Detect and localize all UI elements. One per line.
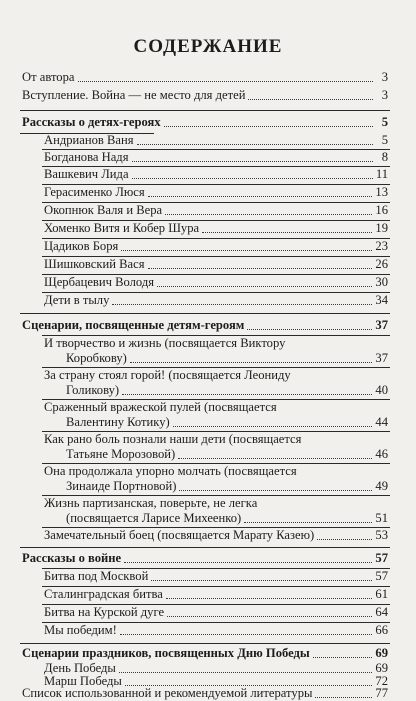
entry-title: Она продолжала упорно молчать (посвящается (44, 464, 297, 478)
dot-leader (78, 81, 374, 82)
page-number: 57 (375, 551, 388, 565)
toc-section (0, 551, 388, 566)
section-title: Сценарии праздников, посвященных Дню Победы (22, 646, 310, 660)
entry-title: От автора (22, 70, 75, 84)
page-number: 3 (381, 70, 388, 84)
entry-title: Как рано боль познали наши дети (посвящается (44, 432, 302, 446)
dot-leader (202, 232, 372, 233)
entry-title: Битва под Москвой (44, 569, 149, 583)
dot-leader (121, 250, 372, 251)
dot-leader (137, 144, 373, 145)
toc-entry (0, 528, 388, 543)
page-number: 53 (375, 528, 388, 542)
entry-title-cont: (посвящается Ларисе Михеенко) (66, 511, 242, 525)
entry-title: Замечательный боец (посвящается Марату Казею) (44, 528, 315, 542)
entry-title: Хоменко Витя и Кобер Шура (44, 221, 200, 235)
toc-section (0, 115, 388, 130)
dot-leader (112, 304, 372, 305)
entry-title: Сталинградская битва (44, 587, 163, 601)
page-number: 44 (375, 415, 388, 429)
entry-title: Жизнь партизанская, поверьте, не легка (44, 496, 258, 510)
entry-title-cont: Коробкову) (66, 351, 127, 365)
dot-leader (244, 522, 372, 523)
entry-title: Дети в тылу (44, 293, 110, 307)
page-number: 34 (375, 293, 388, 307)
page-number: 8 (381, 150, 388, 164)
dot-leader (164, 126, 373, 127)
page-number: 16 (375, 203, 388, 217)
toc-entry (0, 70, 388, 85)
page-number: 49 (375, 479, 388, 493)
page-number: 13 (375, 185, 388, 199)
page-number: 64 (375, 605, 388, 619)
page-number: 23 (375, 239, 388, 253)
dot-leader (130, 362, 373, 363)
toc-entry (0, 257, 388, 272)
page-number: 3 (381, 88, 388, 102)
section-title: Рассказы о детях-героях (22, 115, 161, 129)
section-title: Рассказы о войне (22, 551, 122, 565)
toc-entry (0, 133, 388, 148)
toc-entry (0, 293, 388, 308)
entry-title-cont: Валентину Котику) (66, 415, 170, 429)
page-number: 19 (375, 221, 388, 235)
toc-entry (0, 496, 388, 526)
page-number: 5 (381, 115, 388, 129)
page-number: 30 (375, 275, 388, 289)
section-rule (20, 547, 390, 548)
page-number: 40 (375, 383, 388, 397)
dot-leader (166, 598, 373, 599)
page-number: 77 (375, 686, 388, 700)
dot-leader (167, 616, 372, 617)
entry-title: Вашкевич Лида (44, 167, 129, 181)
toc-entry (0, 623, 388, 638)
page-number: 11 (375, 167, 388, 181)
entry-title: Окопнюк Валя и Вера (44, 203, 163, 217)
entry-title: За страну стоял горой! (посвящается Леониду (44, 368, 291, 382)
dot-leader (157, 286, 372, 287)
entry-title: Битва на Курской дуге (44, 605, 165, 619)
entry-title: Сраженный вражеской пулей (посвящается (44, 400, 277, 414)
dot-leader (317, 539, 372, 540)
page-number: 69 (375, 646, 388, 660)
toc-entry (0, 203, 388, 218)
toc-entry (0, 686, 388, 701)
page-number: 69 (375, 661, 388, 675)
dot-leader (247, 329, 372, 330)
section-rule (20, 313, 390, 314)
entry-title: Шишковский Вася (44, 257, 145, 271)
page-number: 5 (381, 133, 388, 147)
page-number: 66 (375, 623, 388, 637)
dot-leader (148, 196, 373, 197)
toc-entry (0, 464, 388, 494)
toc-section (0, 318, 388, 333)
entry-title: Андрианов Ваня (44, 133, 134, 147)
entry-title: Богданова Надя (44, 150, 129, 164)
entry-title: День Победы (44, 661, 116, 675)
dot-leader (132, 178, 373, 179)
entry-title: Щербацевич Володя (44, 275, 155, 289)
page-number: 61 (375, 587, 388, 601)
dot-leader (119, 672, 373, 673)
section-title: Сценарии, посвященные детям-героям (22, 318, 245, 332)
toc-entry (0, 336, 388, 366)
dot-leader (148, 268, 373, 269)
entry-title: Список использованной и рекомендуемой литературы (22, 686, 313, 700)
dot-leader (124, 562, 372, 563)
toc-entry (0, 587, 388, 602)
toc-section (0, 646, 388, 661)
toc-entry (0, 185, 388, 200)
toc-entry (0, 432, 388, 462)
toc-entry (0, 400, 388, 430)
entry-title: И творчество и жизнь (посвящается Виктору (44, 336, 286, 350)
entry-title-cont: Татьяне Морозовой) (66, 447, 176, 461)
page-title: СОДЕРЖАНИЕ (133, 36, 283, 57)
dot-leader (132, 161, 373, 162)
dot-leader (151, 580, 372, 581)
toc-entry (0, 150, 388, 165)
page-number: 46 (375, 447, 388, 461)
dot-leader (179, 490, 372, 491)
section-rule (20, 643, 390, 644)
page-number: 37 (375, 318, 388, 332)
entry-title: Мы победим! (44, 623, 117, 637)
dot-leader (120, 634, 373, 635)
toc-entry (0, 167, 388, 182)
toc-entry (0, 605, 388, 620)
page-number: 51 (375, 511, 388, 525)
page-number: 37 (375, 351, 388, 365)
dot-leader (315, 697, 372, 698)
toc-entry (0, 275, 388, 290)
section-rule (20, 110, 390, 111)
dot-leader (122, 394, 372, 395)
entry-title: Марш Победы (44, 674, 122, 688)
dot-leader (178, 458, 372, 459)
entry-title-cont: Голикову) (66, 383, 120, 397)
dot-leader (313, 657, 373, 658)
toc-entry (0, 88, 388, 103)
entry-title: Вступление. Война — не место для детей (22, 88, 246, 102)
entry-title-cont: Зинаиде Портновой) (66, 479, 177, 493)
entry-title: Цадиков Боря (44, 239, 119, 253)
toc-entry (0, 368, 388, 398)
toc-entry (0, 239, 388, 254)
toc-entry (0, 221, 388, 236)
page-number: 57 (375, 569, 388, 583)
dot-leader (248, 99, 373, 100)
page-number: 72 (375, 674, 388, 688)
page-number: 26 (375, 257, 388, 271)
dot-leader (165, 214, 372, 215)
entry-title: Герасименко Люся (44, 185, 145, 199)
toc-entry (0, 569, 388, 584)
dot-leader (173, 426, 373, 427)
